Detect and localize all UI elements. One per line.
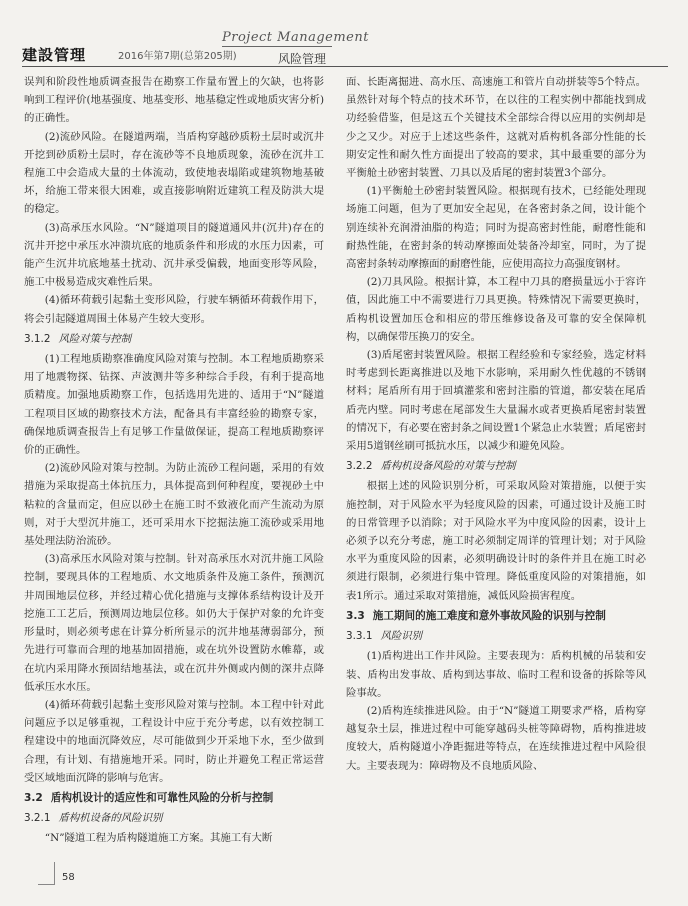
paragraph: (1)平衡舱土砂密封装置风险。根据现有技术，已经能处理现场施工问题，但为了更加安全起见，在各密封条之间，设计能个别连续补充润滑油脂的构造；同时为提高密封性能，耐磨性能和耐热性能，在密封条的转动摩擦面处装备冷却室，同时，为了提高密封条转动摩擦面的耐磨性能，应使用高拉力高强度钢材。 <box>346 185 646 271</box>
paragraph: “N”隧道工程为盾构隧道施工方案。其施工有大断 <box>44 832 273 845</box>
section-heading: 3.3 施工期间的施工难度和意外事故风险的识别与控制 <box>346 609 606 622</box>
paragraph: (4)循环荷载引起黏土变形风险，行驶车辆循环荷载作用下，将会引起隧道周围土体易产生较大变形。 <box>24 294 324 325</box>
subsection-heading: 3.3.1 风险识别 <box>346 630 423 643</box>
paragraph: 根据上述的风险识别分析，可采取风险对策措施，以便于实施控制，对于风险水平为轻度风险的因素，可通过设计及施工时的日常管理予以消除；对于风险水平为中度风险的因素，设计上必须予以充分考虑，施工时必须制定周详的管理计划；对于风险水平为重度风险的因素，必须明确设计时的条件并且在施工时必须进行限制，必须进行集中管理。降低重度风险的对策措施，如表1所示。通过采取对策措施，减低风险损害程度。 <box>346 480 646 602</box>
paragraph: (4)循环荷载引起黏土变形风险对策与控制。本工程中针对此问题应予以足够重视，工程设计中应于充分考虑，以有效控制工程建设中的地面沉降效应，尽可能做到少开采地下水，至少做到合理，有计划、有措施地开采。同时，防止并避免工程正常运营受区域地面沉降的影响与危害。 <box>24 698 324 784</box>
journal-logo: 建設管理 <box>22 46 87 64</box>
column-title-en: Project Management <box>222 30 369 45</box>
paragraph: (3)盾尾密封装置风险。根据工程经验和专家经验，选定材料时考虑到长距离推进以及地下水影响，采用耐久性优越的不锈钢材料；尾盾所有用于回填灌浆和密封注脂的管道，都安装在尾盾盾壳内壁。同时考虑在尾部发生大量漏水或者更换盾尾密封装置的情况下，有必要在密封条之间设置1个紧急止水装置；盾尾密封采用5道钢丝刷可抵抗水压，以减少和避免风险。 <box>346 349 646 453</box>
subsection-heading: 3.1.2 风险对策与控制 <box>24 332 132 345</box>
paragraph: (1)盾构进出工作井风险。主要表现为：盾构机械的吊装和安装、盾构出发事故、盾构到达事故、临时工程和设备的拆除等风险事故。 <box>346 650 646 699</box>
right-column <box>346 73 646 775</box>
paragraph: (2)盾构连续推进风险。由于“N”隧道工期要求严格，盾构穿越复杂土层，推进过程中可能穿越码头桩等障碍物，盾构推进坡度较大，盾构隧道小净距掘进等特点，在连续推进过程中风险很大。主要表现为：障碍物及不良地质风险、 <box>346 704 646 772</box>
header-underline <box>222 46 332 47</box>
section-heading: 3.2 盾构机设计的适应性和可靠性风险的分析与控制 <box>24 791 274 804</box>
subsection-heading: 3.2.1 盾构机设备的风险识别 <box>24 812 163 825</box>
paragraph: (1)工程地质勘察准确度风险对策与控制。本工程地质勘察采用了地震物探、钻探、声波测井等多种综合手段，有利于提高地质精度。加强地质勘察工作，包括选用先进的、适用于“N”隧道工程项目区域的勘察技术方法，配备具有丰富经验的勘察专家，确保地质调查报告上有足够工作量做保证，提高工程地质勘察评价的正确性。 <box>24 353 324 457</box>
paragraph: (2)流砂风险对策与控制。为防止流砂工程问题，采用的有效措施为采取提高土体抗压力，具体提高到何种程度，要视砂土中粘粒的含量而定，但应以砂土在施工时不致液化而产生流动为原则，对于大型沉井施工，还可采用水下挖掘法施工流砂或采用地基处理法防治流砂。 <box>24 462 324 548</box>
page-header <box>0 0 688 70</box>
subsection-heading: 3.2.2 盾构机设备风险的对策与控制 <box>346 460 516 473</box>
issue-info: 2016年第7期(总第205期) <box>118 51 237 62</box>
left-column <box>24 73 324 848</box>
paragraph: (3)高承压水风险对策与控制。针对高承压水对沉井施工风险控制，要现具体的工程地质、水文地质条件及施工条件，预测沉井周围地层位移，并经过精心优化措施与支撑体系结构设计及开挖施工工艺后，预测周边地层位移。如仍大于保护对象的允许变形量时，则必须考虑在计算分析所显示的沉井地基薄弱部分，预先进行可靠而合理的地基加固措施，或在坑外设置防水帷幕，或在坑内采用降水预固结地基法，或在沉井外侧或内侧的深井点降低承压水水压。 <box>24 553 324 693</box>
column-title-cn: 风险管理 <box>278 52 327 66</box>
paragraph: (2)刀具风险。根据计算，本工程中刀具的磨损量远小于容许值，因此施工中不需要进行刀具更换。特殊情况下需要更换时，盾构机设置加压仓和相应的带压维修设备及可靠的安全保障机构，以确保带压换刀的安全。 <box>346 276 646 343</box>
paragraph: 面、长距离掘进、高水压、高速施工和管片自动拼装等5个特点。虽然针对每个特点的技术环节，在以往的工程实例中都能找到成功经验借鉴，但是这五个关键技术全部综合得以应用的实例却是少之又少。对应于上述这些条件，这就对盾构机各部分性能的长期安定性和耐久性方面提出了较高的要求，其中最重要的部分为平衡舱土砂密封装置、刀具以及盾尾的密封装置3个部分。 <box>346 76 646 180</box>
paragraph: 误判和阶段性地质调查报告在勘察工作量布置上的欠缺，也将影响到工程评价(地基强度、地基变形、地基稳定性或地质灾害分析)的正确性。 <box>24 76 324 125</box>
header-rule <box>22 66 668 67</box>
paragraph: (2)流砂风险。在隧道两端，当盾构穿越砂质粉土层时或沉井开挖到砂质粉土层时，存在流砂等不良地质现象，流砂在沉井工程施工中会造成大量的土体流动，致使地表塌陷或建筑物地基破坏，给施工带来很大困难，或直接影响附近建筑工程及防洪大堤的稳定。 <box>24 130 324 216</box>
page-corner-mark <box>38 862 55 885</box>
page-number: 58 <box>62 872 75 883</box>
paragraph: (3)高承压水风险。“N”隧道项目的隧道通风井(沉井)存在的沉井开挖中承压水冲溃坑底的地质条件和形成的水压力因素，可能产生沉井坑底地基土扰动、沉井承受偏载，地面变形等风险，施工中极易造成灾难性后果。 <box>24 221 324 289</box>
